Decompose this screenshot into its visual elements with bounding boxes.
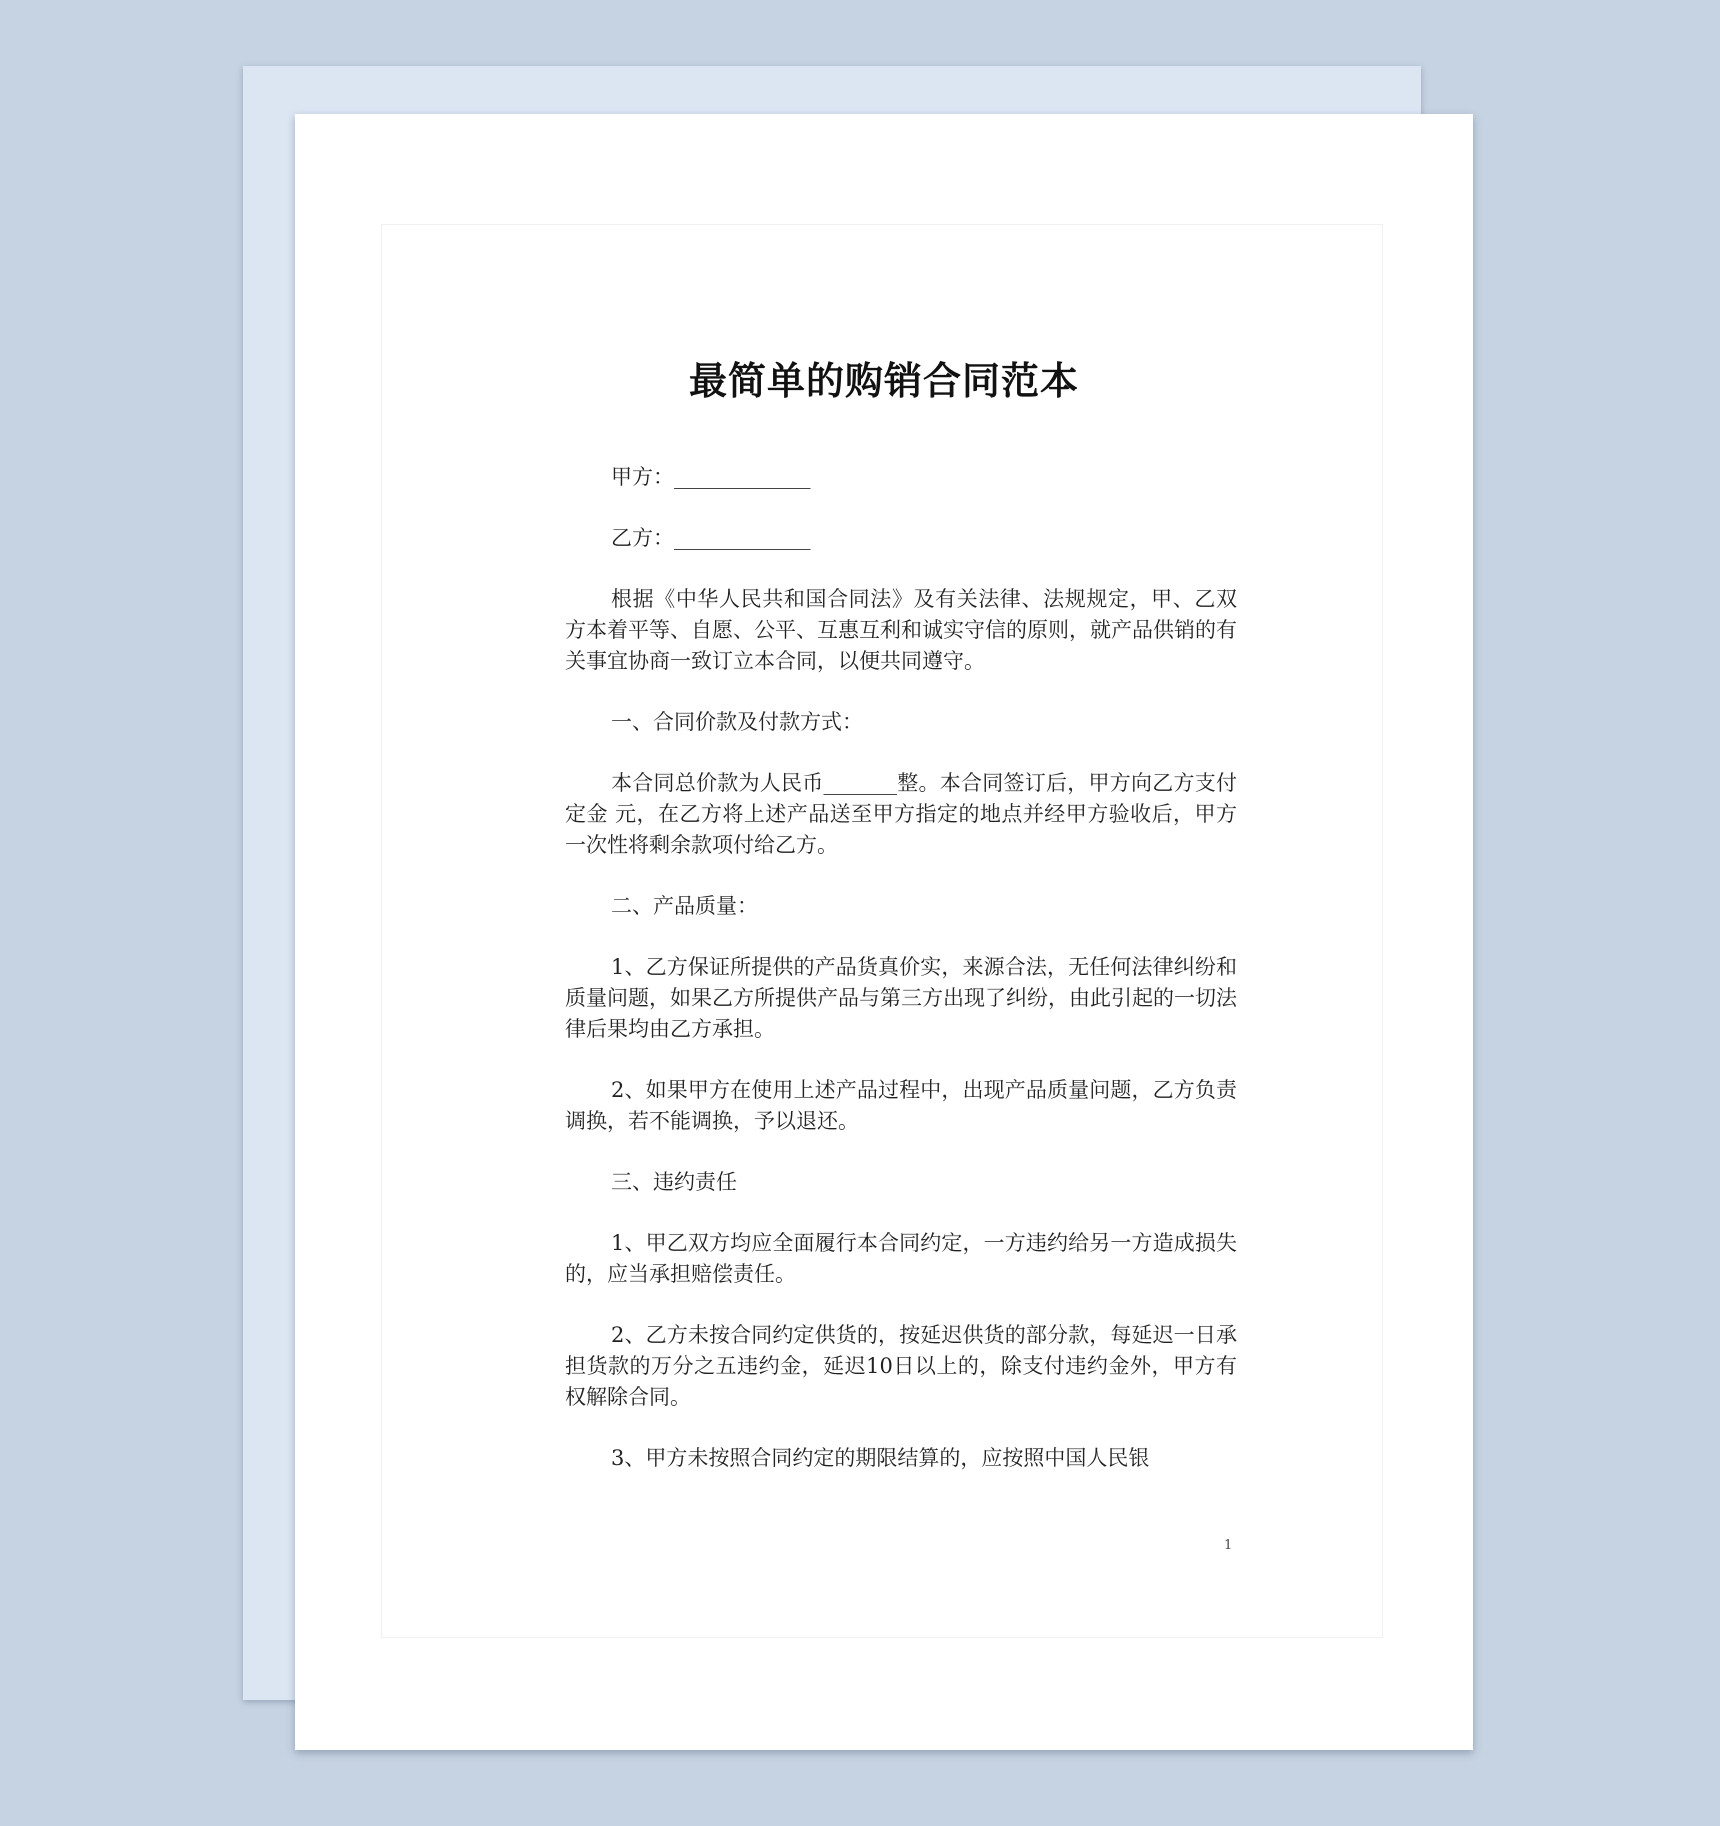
quality-clause-2: 2、如果甲方在使用上述产品过程中，出现产品质量问题，乙方负责调换，若不能调换，予以退还。 [565, 1078, 1237, 1133]
section-heading-quality: 二、产品质量： [611, 894, 758, 918]
preamble-paragraph: 根据《中华人民共和国合同法》及有关法律、法规规定，甲、乙双方本着平等、自愿、公平、互惠互利和诚实守信的原则，就产品供销的有关事宜协商一致订立本合同，以便共同遵守。 [565, 587, 1237, 673]
document-body [565, 462, 1237, 1504]
party-b-line: 乙方：_____________ [611, 526, 811, 550]
document-page [295, 114, 1473, 1750]
liability-clause-1: 1、甲乙双方均应全面履行本合同约定，一方违约给另一方造成损失的，应当承担赔偿责任。 [565, 1231, 1237, 1286]
party-a-line: 甲方：_____________ [611, 465, 811, 489]
liability-clause-3: 3、甲方未按照合同约定的期限结算的，应按照中国人民银 [611, 1446, 1150, 1470]
page-number: 1 [1224, 1538, 1233, 1553]
quality-clause-1: 1、乙方保证所提供的产品货真价实，来源合法，无任何法律纠纷和质量问题，如果乙方所提供产品与第三方出现了纠纷，由此引起的一切法律后果均由乙方承担。 [565, 955, 1237, 1041]
document-title: 最简单的购销合同范本 [688, 359, 1079, 403]
liability-clause-2: 2、乙方未按合同约定供货的，按延迟供货的部分款，每延迟一日承担货款的万分之五违约金，延迟10日以上的，除支付违约金外，甲方有权解除合同。 [565, 1323, 1237, 1409]
section-heading-liability: 三、违约责任 [611, 1170, 737, 1194]
price-paragraph: 本合同总价款为人民币_______整。本合同签订后，甲方向乙方支付定金 元，在乙方将上述产品送至甲方指定的地点并经甲方验收后，甲方一次性将剩余款项付给乙方。 [565, 771, 1237, 857]
section-heading-price: 一、合同价款及付款方式： [611, 710, 863, 734]
